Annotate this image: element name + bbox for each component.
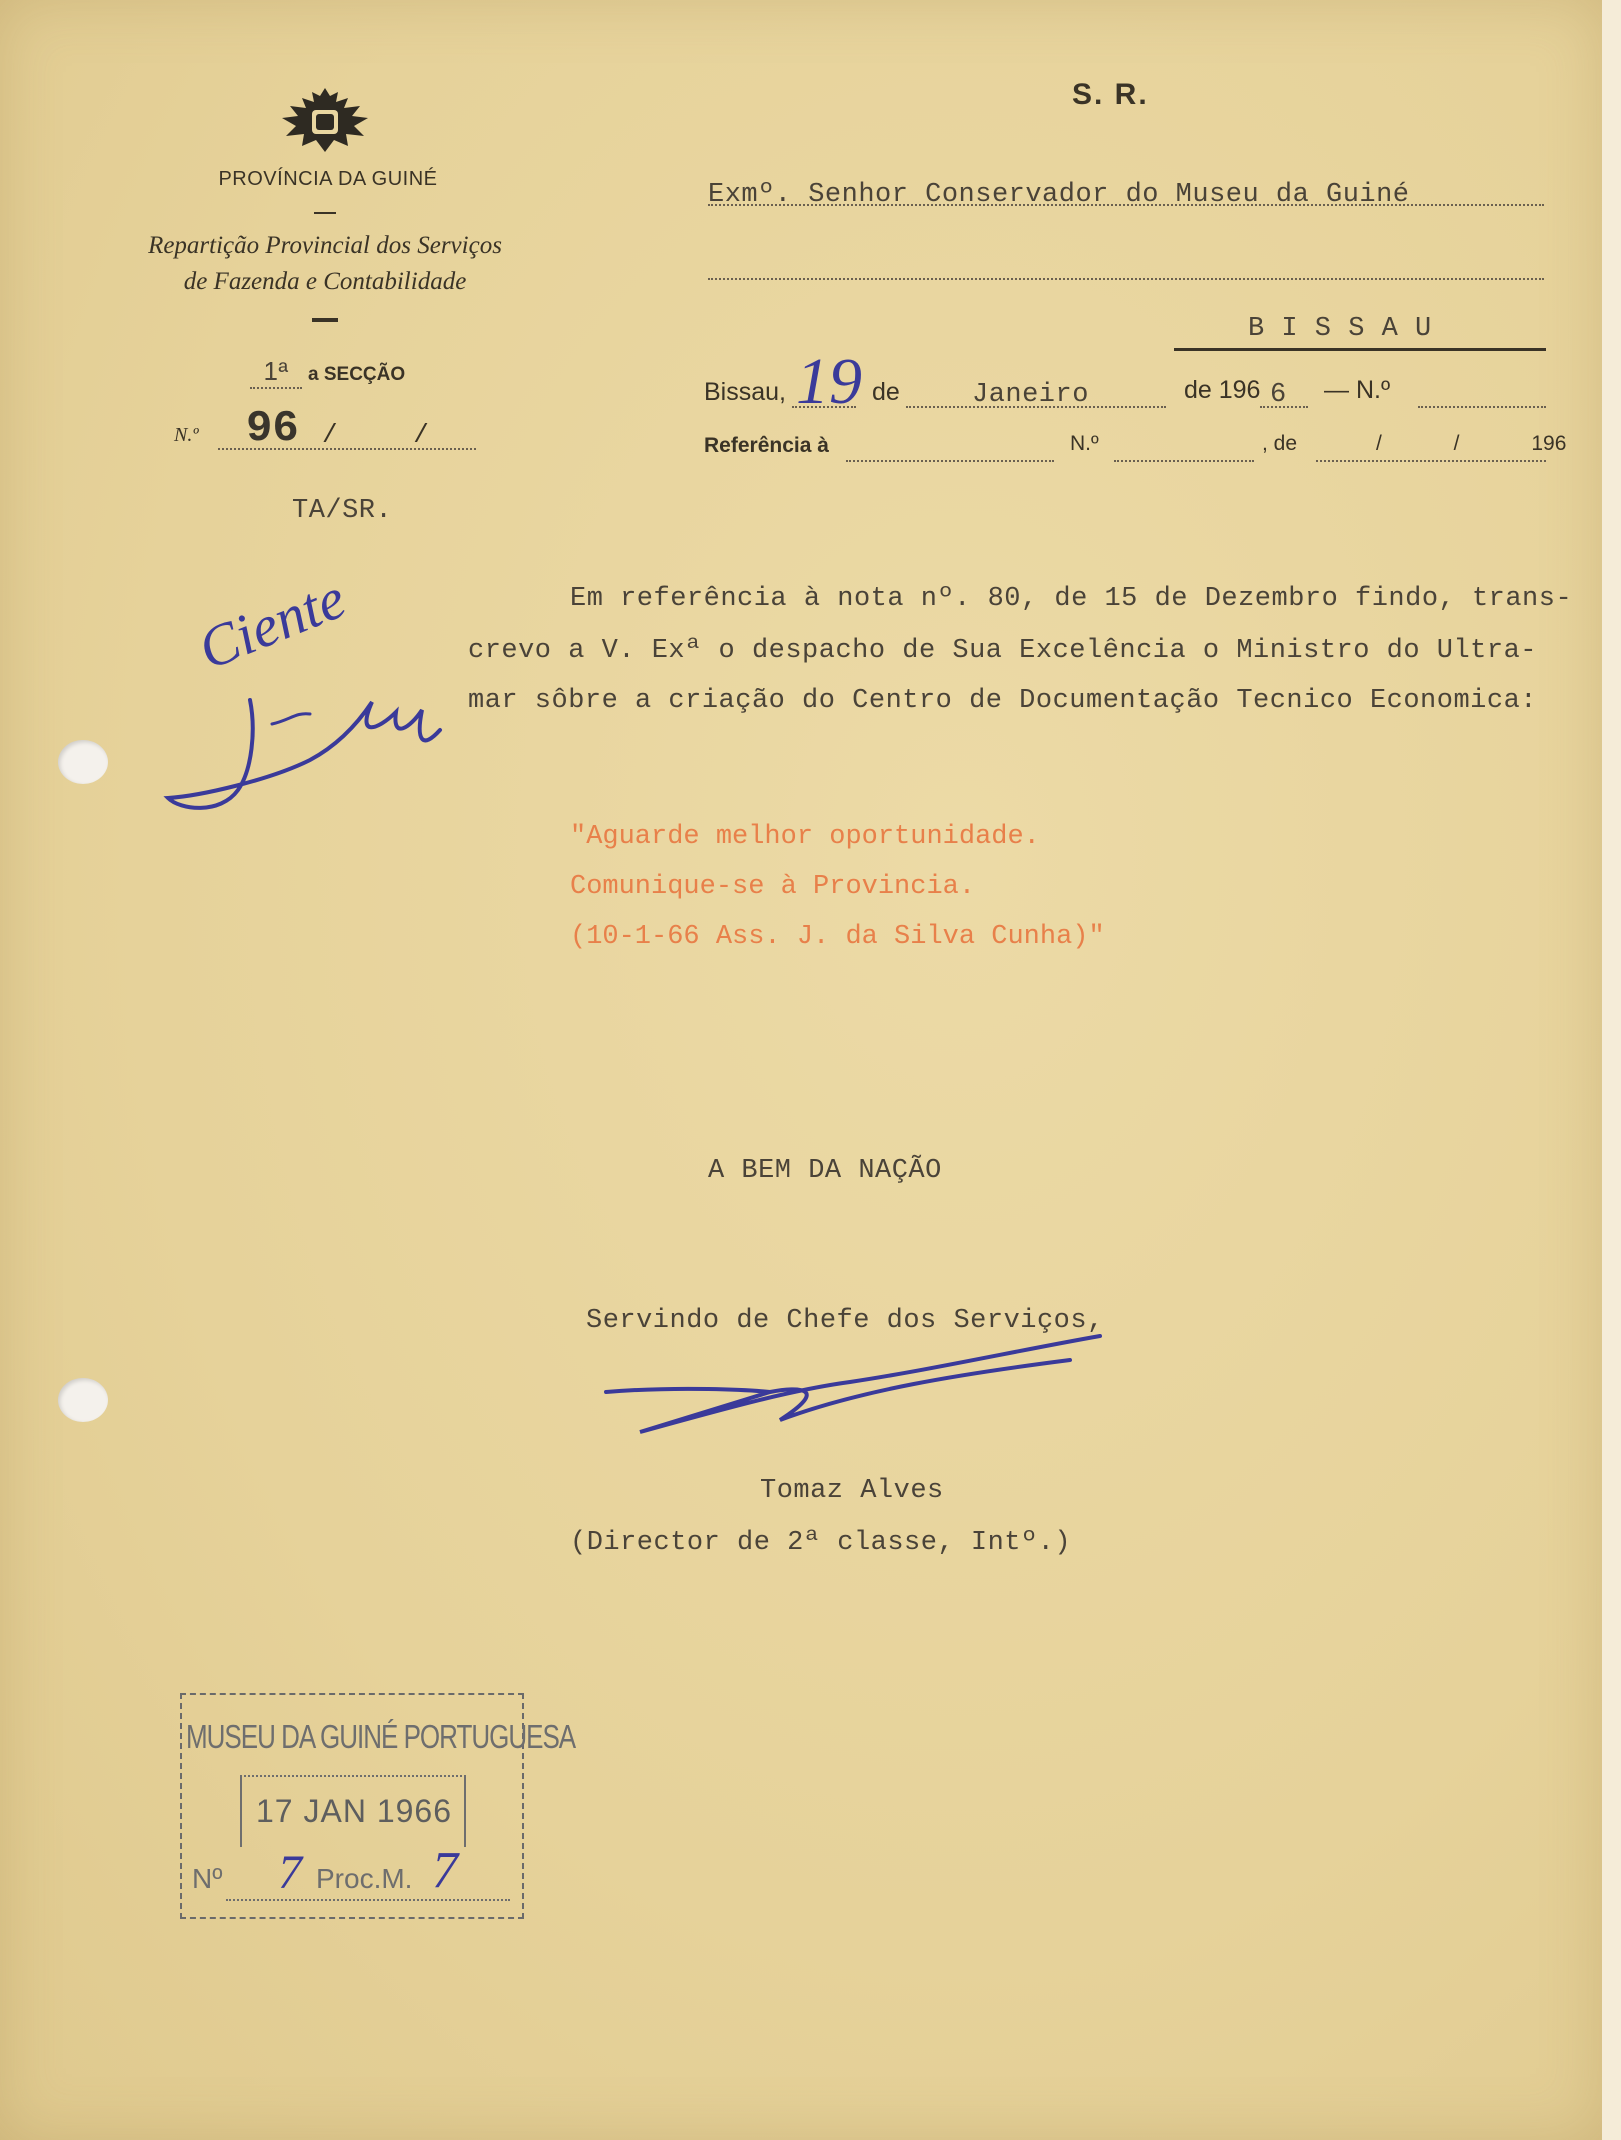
day-line: [792, 406, 856, 408]
number-label: N.º: [174, 424, 199, 446]
number-separator: / /: [322, 420, 429, 450]
margin-signature: [160, 620, 450, 820]
reference-number-label: N.º: [1070, 432, 1099, 455]
quote-line-1: "Aguarde melhor oportunidade.: [570, 822, 1040, 852]
stamp-number-line: [226, 1899, 510, 1901]
signer-role: Servindo de Chefe dos Serviços,: [586, 1306, 1104, 1336]
department-line-2: de Fazenda e Contabilidade: [183, 268, 467, 295]
sr-mark: S. R.: [1072, 78, 1149, 111]
stamp-proc-value: 7: [432, 1842, 458, 1899]
reference-number-line: [1114, 460, 1254, 462]
reference-date: / / 196: [1376, 432, 1567, 455]
reference-date-line: [1316, 460, 1546, 462]
place-label: Bissau,: [704, 378, 786, 406]
province-name: PROVÍNCIA DA GUINÉ: [218, 168, 438, 190]
quote-line-3: (10-1-66 Ass. J. da Silva Cunha)": [570, 922, 1105, 952]
date-de: de: [872, 378, 900, 406]
city: B I S S A U: [1248, 314, 1432, 344]
year-digit: 6: [1270, 380, 1287, 410]
body-line-3: mar sôbre a criação do Centro de Documentação Tecnico Economica:: [468, 686, 1537, 716]
stamp-date-box: [240, 1775, 466, 1847]
reference-label: Referência à: [704, 434, 829, 457]
reference-line: [846, 460, 1054, 462]
body-line-2: crevo a V. Exª o despacho de Sua Excelência o Ministro do Ultra-: [468, 636, 1537, 666]
stamp-number-label: Nº: [192, 1863, 223, 1894]
addressee: Exmº. Senhor Conservador do Museu da Guiné: [708, 180, 1410, 210]
section-label: a SECÇÃO: [308, 364, 406, 385]
punch-hole-top: [58, 740, 108, 784]
stamp-number-value: 7: [278, 1846, 302, 1899]
year-line: [1260, 406, 1308, 408]
signer-title: (Director de 2ª classe, Intº.): [570, 1528, 1072, 1558]
margin-note-ciente: Ciente: [189, 565, 355, 682]
number-field-line: [1418, 406, 1546, 408]
stamp-header: MUSEU DA GUINÉ PORTUGUESA: [186, 1717, 576, 1756]
number-value: 96: [246, 404, 299, 454]
city-underline: [1174, 348, 1546, 351]
quote-line-2: Comunique-se à Provincia.: [570, 872, 976, 902]
addressee-line-2: [708, 278, 1544, 280]
month-line: [906, 406, 1166, 408]
addressee-line-1: [708, 204, 1544, 206]
stamp-date: 17 JAN 1966: [256, 1793, 453, 1829]
divider-dash: [314, 212, 336, 214]
day-handwritten: 19: [796, 345, 862, 418]
section-number: 1ª: [250, 356, 302, 389]
divider-dash-2: [312, 318, 338, 322]
body-line-1: Em referência à nota nº. 80, de 15 de Dezembro findo, trans-: [570, 584, 1573, 614]
closing-motto: A BEM DA NAÇÃO: [708, 1156, 942, 1186]
main-signature: [600, 1330, 1120, 1440]
punch-hole-bottom: [58, 1378, 108, 1422]
stamp-proc-label: Proc.M.: [316, 1863, 413, 1894]
year-label: de 196: [1184, 376, 1261, 404]
reference-de: , de: [1262, 432, 1298, 455]
reference-code: TA/SR.: [292, 496, 393, 526]
number-field-label: — N.º: [1324, 376, 1391, 404]
signer-name: Tomaz Alves: [760, 1476, 944, 1506]
department-line-1: Repartição Provincial dos Serviços: [148, 232, 502, 259]
coat-of-arms-icon: [278, 84, 372, 156]
museum-receipt-stamp: [180, 1693, 576, 1919]
month: Janeiro: [972, 380, 1089, 410]
